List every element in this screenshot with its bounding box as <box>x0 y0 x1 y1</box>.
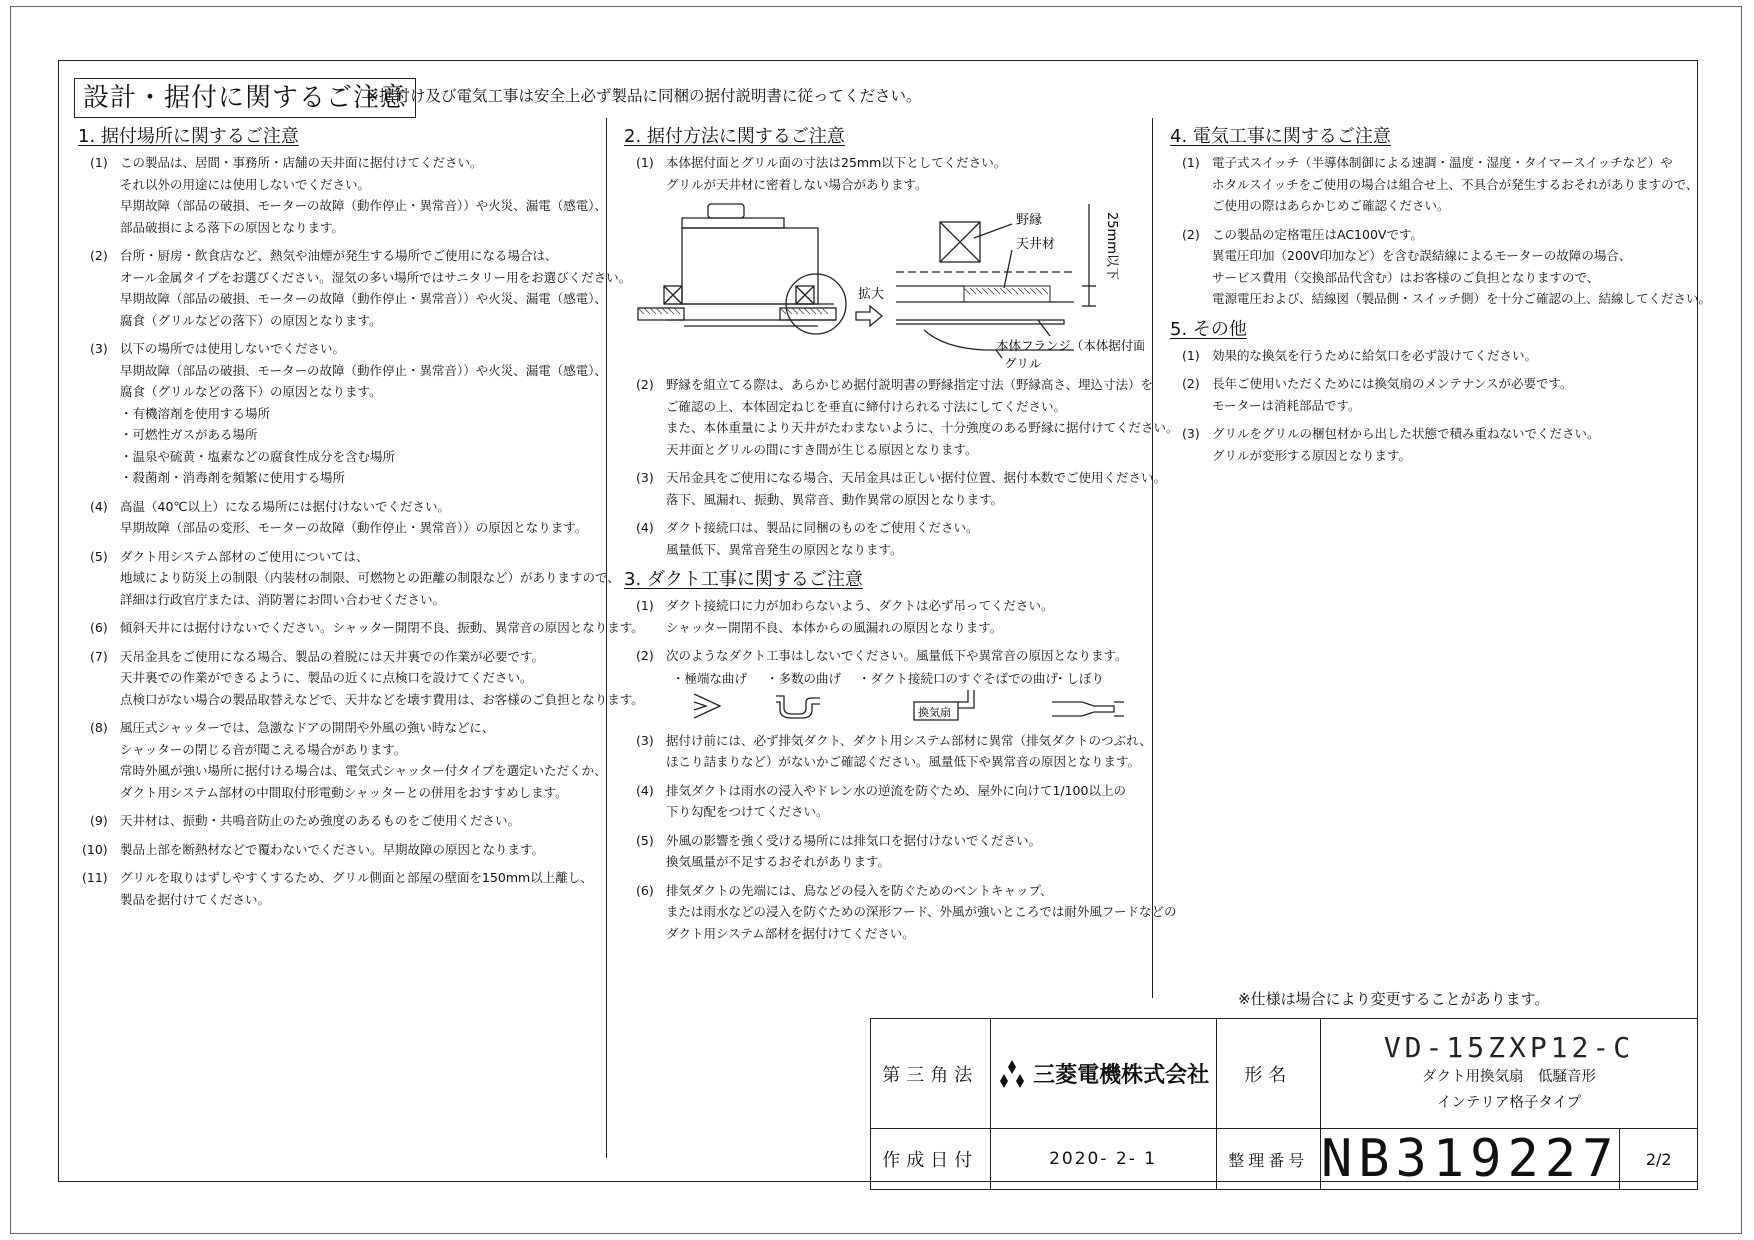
item-line: グリルが天井材に密着しない場合があります。 <box>666 176 928 192</box>
item-line: 効果的な換気を行うために給気口を必ず設けてください。 <box>1212 347 1538 363</box>
list-item <box>78 867 598 910</box>
item-line: 天吊金具をご使用になる場合、天吊金具は正しい据付位置、据付本数でご使用ください。 <box>666 470 1167 485</box>
item-number: (6) <box>90 620 108 635</box>
item-line: 落下、風漏れ、振動、異常音、動作異常の原因となります。 <box>666 491 1004 507</box>
item-line: 長年ご使用いただくためには換気扇のメンテナンスが必要です。 <box>1212 376 1573 391</box>
item-line: 腐食（グリルなどの落下）の原因となります。 <box>120 384 382 399</box>
item-line: ダクト接続口に力が加わらないよう、ダクトは必ず吊ってください。 <box>666 598 1054 613</box>
list-item <box>78 338 608 489</box>
list-item <box>78 496 598 539</box>
item-line: 外風の影響を強く受ける場所には排気口を据付けないでください。 <box>666 832 1042 848</box>
install-diagram <box>624 202 1144 368</box>
item-number: (1) <box>1182 347 1200 363</box>
duct-bad-examples <box>624 668 1144 724</box>
label-flange: 本体フランジ（本体据付面） <box>996 338 1144 353</box>
item-line: 早期故障（部品の破損、モーターの故障（動作停止・異常音））や火災、漏電（感電）、 <box>120 198 608 213</box>
list-item <box>78 646 644 711</box>
list-item <box>1170 224 1712 310</box>
item-line: 早期故障（部品の破損、モーターの故障（動作停止・異常音））や火災、漏電（感電）、 <box>120 291 608 306</box>
title-block <box>870 1018 1698 1189</box>
section-5-items <box>1170 345 1690 467</box>
item-line: 風量低下、異常音発生の原因となります。 <box>666 541 903 557</box>
list-item <box>624 517 1144 560</box>
item-line: 早期故障（部品の破損、モーターの故障（動作停止・異常音））や火災、漏電（感電）、 <box>120 362 608 378</box>
header-note: ※据付け及び電気工事は安全上必ず製品に同梱の据付説明書に従ってください。 <box>366 87 922 105</box>
column-1 <box>78 124 644 917</box>
item-line: ダクト用システム部材を据付けてください。 <box>666 925 915 941</box>
list-item <box>78 810 598 832</box>
section-4-items <box>1170 152 1712 310</box>
item-line: 天井面とグリルの間にすき間が生じる原因となります。 <box>666 441 978 457</box>
list-item <box>78 245 632 331</box>
item-line: ダクト接続口は、製品に同梱のものをご使用ください。 <box>666 520 979 535</box>
item-line: 製品上部を断熱材などで覆わないでください。早期故障の原因となります。 <box>120 841 545 857</box>
item-line: ダクト用システム部材の中間取付形電動シャッターとの併用をおすすめします。 <box>120 784 568 800</box>
item-line: 電源電圧および、結線図（製品側・スイッチ側）を十分ご確認の上、結線してください。 <box>1212 291 1712 306</box>
list-item <box>1170 345 1690 367</box>
list-item <box>624 374 1179 460</box>
item-number: (9) <box>90 813 108 828</box>
item-line: 天井裏での作業ができるように、製品の近くに点検口を設けてください。 <box>120 670 533 685</box>
item-line: 台所・厨房・飲食店など、熱気や油煙が発生する場所でご使用になる場合は、 <box>120 248 558 263</box>
company-name: 三菱電機株式会社 <box>1033 1063 1210 1088</box>
label-kakudai: 拡大 <box>858 287 885 302</box>
item-number: (10) <box>82 841 108 857</box>
item-number: (3) <box>636 732 654 748</box>
list-item <box>624 780 1144 823</box>
item-number: (2) <box>90 248 108 263</box>
item-line: グリルが変形する原因となります。 <box>1212 447 1412 463</box>
item-line: 天井材は、振動・共鳴音防止のため強度のあるものをご使用ください。 <box>120 813 521 828</box>
section-2-title: 2. 据付方法に関するご注意 <box>624 126 845 147</box>
list-item <box>78 617 644 639</box>
item-number: (11) <box>82 870 108 885</box>
item-line: オール金属タイプをお選びください。湿気の多い場所ではサニタリー用をお選びください。 <box>120 269 632 285</box>
item-number: (5) <box>636 832 654 848</box>
item-line: または雨水などの浸入を防ぐための深形フード、外風が強いところでは耐外風フードなどの <box>666 904 1177 919</box>
item-line: それ以外の用途には使用しないでください。 <box>120 176 371 192</box>
install-diagram-svg <box>624 202 1144 368</box>
docno-label: 整理番号 <box>1216 1129 1320 1190</box>
item-line: 電子式スイッチ（半導体制御による速調・温度・湿度・タイマースイッチなど）や <box>1212 155 1673 170</box>
date-label: 作成日付 <box>871 1129 991 1190</box>
item-number: (1) <box>1182 155 1200 170</box>
item-line: ダクト用システム部材のご使用については、 <box>120 548 369 564</box>
item-line: シャッター開閉不良、本体からの風漏れの原因となります。 <box>666 619 1003 635</box>
item-line: 異電圧印加（200V印加など）を含む誤結線によるモーターの故障の場合、 <box>1212 248 1632 263</box>
bad-example-1: ・極端な曲げ <box>672 670 748 686</box>
item-line: ご使用の際はあらかじめご確認ください。 <box>1212 198 1450 213</box>
list-item <box>624 595 1144 638</box>
item-line: 腐食（グリルなどの落下）の原因となります。 <box>120 312 382 328</box>
item-number: (1) <box>636 598 654 613</box>
company-cell <box>990 1019 1216 1129</box>
item-number: (3) <box>636 470 654 485</box>
item-line: この製品は、居間・事務所・店舗の天井面に据付けてください。 <box>120 155 483 170</box>
fan-label: 換気扇 <box>918 705 951 719</box>
item-line: 製品を据付けてください。 <box>120 891 271 907</box>
item-line: また、本体重量により天井がたわまないように、十分強度のある野縁に据付けてください。 <box>666 420 1179 435</box>
item-line: モーターは消耗部品です。 <box>1212 397 1361 413</box>
bad-example-3: ・ダクト接続口のすぐそばでの曲げ <box>858 670 1059 686</box>
item-line: ほこり詰まりなど）がないかご確認ください。風量低下や異常音の原因となります。 <box>666 754 1141 769</box>
model-desc-1: ダクト用換気扇 低騒音形 <box>1421 1069 1596 1085</box>
list-item <box>624 152 1144 195</box>
item-number: (7) <box>90 648 108 664</box>
list-item <box>624 467 1167 510</box>
item-line: 早期故障（部品の変形、モーターの故障（動作停止・異常音））の原因となります。 <box>120 520 588 535</box>
section-1-title: 1. 据付場所に関するご注意 <box>78 126 299 147</box>
item-number: (3) <box>1182 426 1200 441</box>
item-number: (4) <box>636 520 654 535</box>
label-tenjo: 天井材 <box>1016 237 1056 252</box>
bad-example-2: ・多数の曲げ <box>766 670 842 686</box>
item-number: (5) <box>90 548 108 564</box>
item-line: ・温泉や硫黄・塩素などの腐食性成分を含む場所 <box>120 448 396 464</box>
item-line: グリルをグリルの梱包材から出した状態で積み重ねないでください。 <box>1212 426 1600 441</box>
item-line: 野縁を組立てる際は、あらかじめ据付説明書の野縁指定寸法（野縁高さ、埋込寸法）を <box>666 377 1154 392</box>
item-number: (2) <box>636 377 654 392</box>
item-number: (3) <box>90 341 108 356</box>
item-number: (2) <box>1182 376 1200 391</box>
list-item <box>78 152 608 238</box>
spec-change-note: ※仕様は場合により変更することがあります。 <box>1238 990 1550 1008</box>
item-line: 傾斜天井には据付けないでください。シャッター開閉不良、振動、異常音の原因となります。 <box>120 620 644 635</box>
item-line: サービス費用（交換部品代含む）はお客様のご負担となりますので、 <box>1212 269 1600 285</box>
item-line: ・可燃性ガスがある場所 <box>120 427 258 442</box>
item-line: 風圧式シャッターでは、急激なドアの開閉や外風の強い時などに、 <box>120 720 495 735</box>
list-item <box>78 546 620 611</box>
column-3 <box>1170 124 1712 473</box>
model-number: VD-15ZXP12-C <box>1383 1031 1635 1064</box>
item-line: ・殺菌剤・消毒剤を頻繁に使用する場所 <box>120 470 346 485</box>
list-item <box>1170 152 1699 217</box>
item-line: 本体据付面とグリル面の寸法は25mm以下としてください。 <box>666 155 1007 170</box>
item-line: 詳細は行政官庁または、消防署にお問い合わせください。 <box>120 591 446 607</box>
item-line: この製品の定格電圧はAC100Vです。 <box>1212 226 1423 242</box>
section-3-title: 3. ダクト工事に関するご注意 <box>624 569 863 590</box>
model-label: 形名 <box>1216 1019 1320 1129</box>
date-value: 2020- 2- 1 <box>990 1129 1216 1190</box>
list-item <box>624 880 1177 945</box>
section-5-title: 5. その他 <box>1170 318 1247 340</box>
item-line: 換気風量が不足するおそれがあります。 <box>666 854 891 869</box>
section-3-items-a <box>624 595 1144 667</box>
item-number: (1) <box>90 155 108 170</box>
page-title: 設計・据付に関するご注意 <box>74 78 416 118</box>
label-nobuchi: 野縁 <box>1016 213 1043 228</box>
item-line: ホタルスイッチをご使用の場合は組合せ上、不具合が発生するおそれがありますので、 <box>1212 176 1699 192</box>
item-number: (4) <box>90 498 108 514</box>
page-number: 2/2 <box>1620 1129 1698 1190</box>
item-line: 下り勾配をつけてください。 <box>666 804 829 819</box>
item-line: 地域により防災上の制限（内装材の制限、可燃物との距離の制限など）がありますので、 <box>120 570 620 585</box>
bad-example-4: ・しぼり <box>1054 670 1105 686</box>
item-number: (2) <box>636 648 654 663</box>
model-desc-2: インテリア格子タイプ <box>1436 1095 1582 1111</box>
item-line: 常時外風が強い場所に据付ける場合は、電気式シャッター付タイプを選定いただくか、 <box>120 763 607 778</box>
list-item <box>1170 423 1690 466</box>
item-line: 据付け前には、必ず排気ダクト、ダクト用システム部材に異常（排気ダクトのつぶれ、 <box>666 732 1152 748</box>
item-number: (1) <box>636 155 654 170</box>
projection-label: 第三角法 <box>871 1019 991 1129</box>
list-item <box>78 839 598 861</box>
section-2-items-b <box>624 374 1179 560</box>
item-line: 以下の場所では使用しないでください。 <box>120 341 346 356</box>
label-grill: グリル <box>1004 356 1042 368</box>
item-line: 排気ダクトの先端には、鳥などの侵入を防ぐためのベントキャップ、 <box>666 882 1053 898</box>
item-line: 排気ダクトは雨水の浸入やドレン水の逆流を防ぐため、屋外に向けて1/100以上の <box>666 782 1126 798</box>
three-diamonds-icon <box>997 1060 1027 1088</box>
item-number: (2) <box>1182 226 1200 242</box>
list-item <box>78 717 607 803</box>
item-number: (6) <box>636 882 654 898</box>
item-line: シャッターの閉じる音が聞こえる場合があります。 <box>120 741 407 757</box>
item-number: (4) <box>636 782 654 798</box>
section-2-items-a <box>624 152 1144 195</box>
item-line: 部品破損による落下の原因となります。 <box>120 219 345 235</box>
item-number: (8) <box>90 720 108 735</box>
document-number: NB319227 <box>1320 1129 1620 1189</box>
item-line: ご確認の上、本体固定ねじを垂直に締付けられる寸法にしてください。 <box>666 398 1067 414</box>
list-item <box>1170 373 1690 416</box>
label-dim: 25mm以下 <box>1104 212 1119 280</box>
list-item <box>624 645 1144 667</box>
section-1-items <box>78 152 644 910</box>
list-item <box>624 830 1144 873</box>
duct-bad-examples-svg <box>624 688 1144 724</box>
item-line: 高温（40℃以上）になる場所には据付けないでください。 <box>120 498 450 514</box>
list-item <box>624 730 1152 773</box>
column-2 <box>624 124 1179 951</box>
item-line: 天吊金具をご使用になる場合、製品の着脱には天井裏での作業が必要です。 <box>120 648 545 664</box>
item-line: 点検口がない場合の製品取替えなどで、天井などを壊す費用は、お客様のご負担となります。 <box>120 691 644 707</box>
section-4-title: 4. 電気工事に関するご注意 <box>1170 126 1391 147</box>
column-divider-2 <box>1152 118 1153 998</box>
section-3-items-b <box>624 730 1177 945</box>
model-cell <box>1320 1019 1697 1129</box>
item-line: ・有機溶剤を使用する場所 <box>120 405 271 421</box>
item-line: グリルを取りはずしやすくするため、グリル側面と部屋の壁面を150mm以上離し、 <box>120 870 593 885</box>
item-line: 次のようなダクト工事はしないでください。風量低下や異常音の原因となります。 <box>666 648 1128 663</box>
